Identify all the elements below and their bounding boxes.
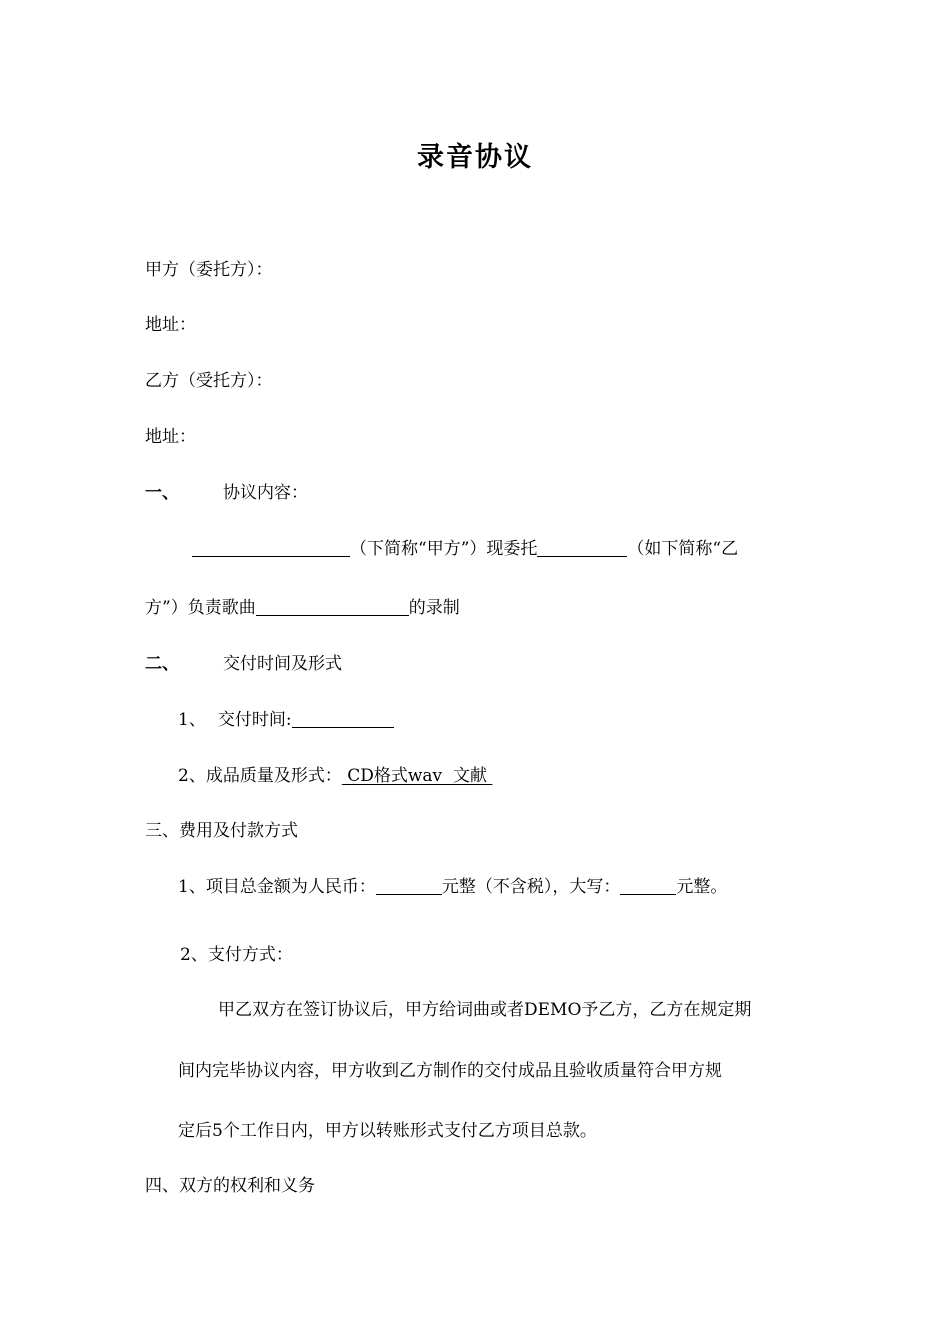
item-2-1-number: 1、 <box>178 710 206 730</box>
item-2-2-label: 2、成品质量及形式： <box>178 766 342 786</box>
paragraph-1-text-c: 方”）负责歌曲 <box>145 598 256 618</box>
item-2-1 <box>178 708 394 732</box>
paragraph-1-line-1 <box>192 537 738 561</box>
payment-paragraph-line-2: 间内完毕协议内容，甲方收到乙方制作的交付成品且验收质量符合甲方规 <box>178 1061 722 1081</box>
section-1-number: 一、 <box>145 483 179 503</box>
payment-paragraph-line-1: 甲乙双方在签订协议后，甲方给词曲或者DEMO予乙方，乙方在规定期 <box>218 1000 752 1020</box>
party-a-label: 甲方（委托方）： <box>145 260 273 280</box>
section-4-heading: 四、双方的权利和义务 <box>145 1176 315 1196</box>
document-title: 录音协议 <box>417 142 533 173</box>
client-name-blank <box>192 538 350 557</box>
paragraph-1-text-b: （如下简称“乙 <box>627 539 739 559</box>
paragraph-1-line-2 <box>145 596 460 620</box>
section-1-heading <box>145 481 308 505</box>
item-3-1-text-c: 元整。 <box>676 877 728 897</box>
amount-words-blank <box>620 876 676 895</box>
section-3-heading: 三、费用及付款方式 <box>145 821 298 841</box>
address-b-label: 地址： <box>145 427 196 447</box>
item-3-1 <box>178 875 727 899</box>
paragraph-1-text-d: 的录制 <box>408 598 460 618</box>
item-3-2: 2、支付方式： <box>180 945 293 965</box>
section-2-title: 交付时间及形式 <box>223 654 342 674</box>
item-3-1-text-b: 元整（不含税），大写： <box>441 877 621 897</box>
section-2-number: 二、 <box>145 654 179 674</box>
contractor-name-blank <box>537 538 627 557</box>
party-b-label: 乙方（受托方）： <box>145 371 273 391</box>
payment-paragraph-line-3: 定后5个工作日内，甲方以转账形式支付乙方项目总款。 <box>178 1121 597 1141</box>
amount-number-blank <box>376 876 442 895</box>
delivery-time-blank <box>292 709 394 728</box>
item-2-1-label: 交付时间: <box>217 710 292 730</box>
address-a-label: 地址： <box>145 315 196 335</box>
section-2-heading <box>145 652 342 676</box>
item-2-2-value: CD格式wav 文献 <box>341 766 493 786</box>
item-2-2 <box>178 764 492 788</box>
section-1-title: 协议内容： <box>223 483 308 503</box>
item-3-1-text-a: 1、项目总金额为人民币： <box>178 877 376 897</box>
paragraph-1-text-a: （下简称“甲方”）现委托 <box>350 539 538 559</box>
song-name-blank <box>256 597 409 616</box>
